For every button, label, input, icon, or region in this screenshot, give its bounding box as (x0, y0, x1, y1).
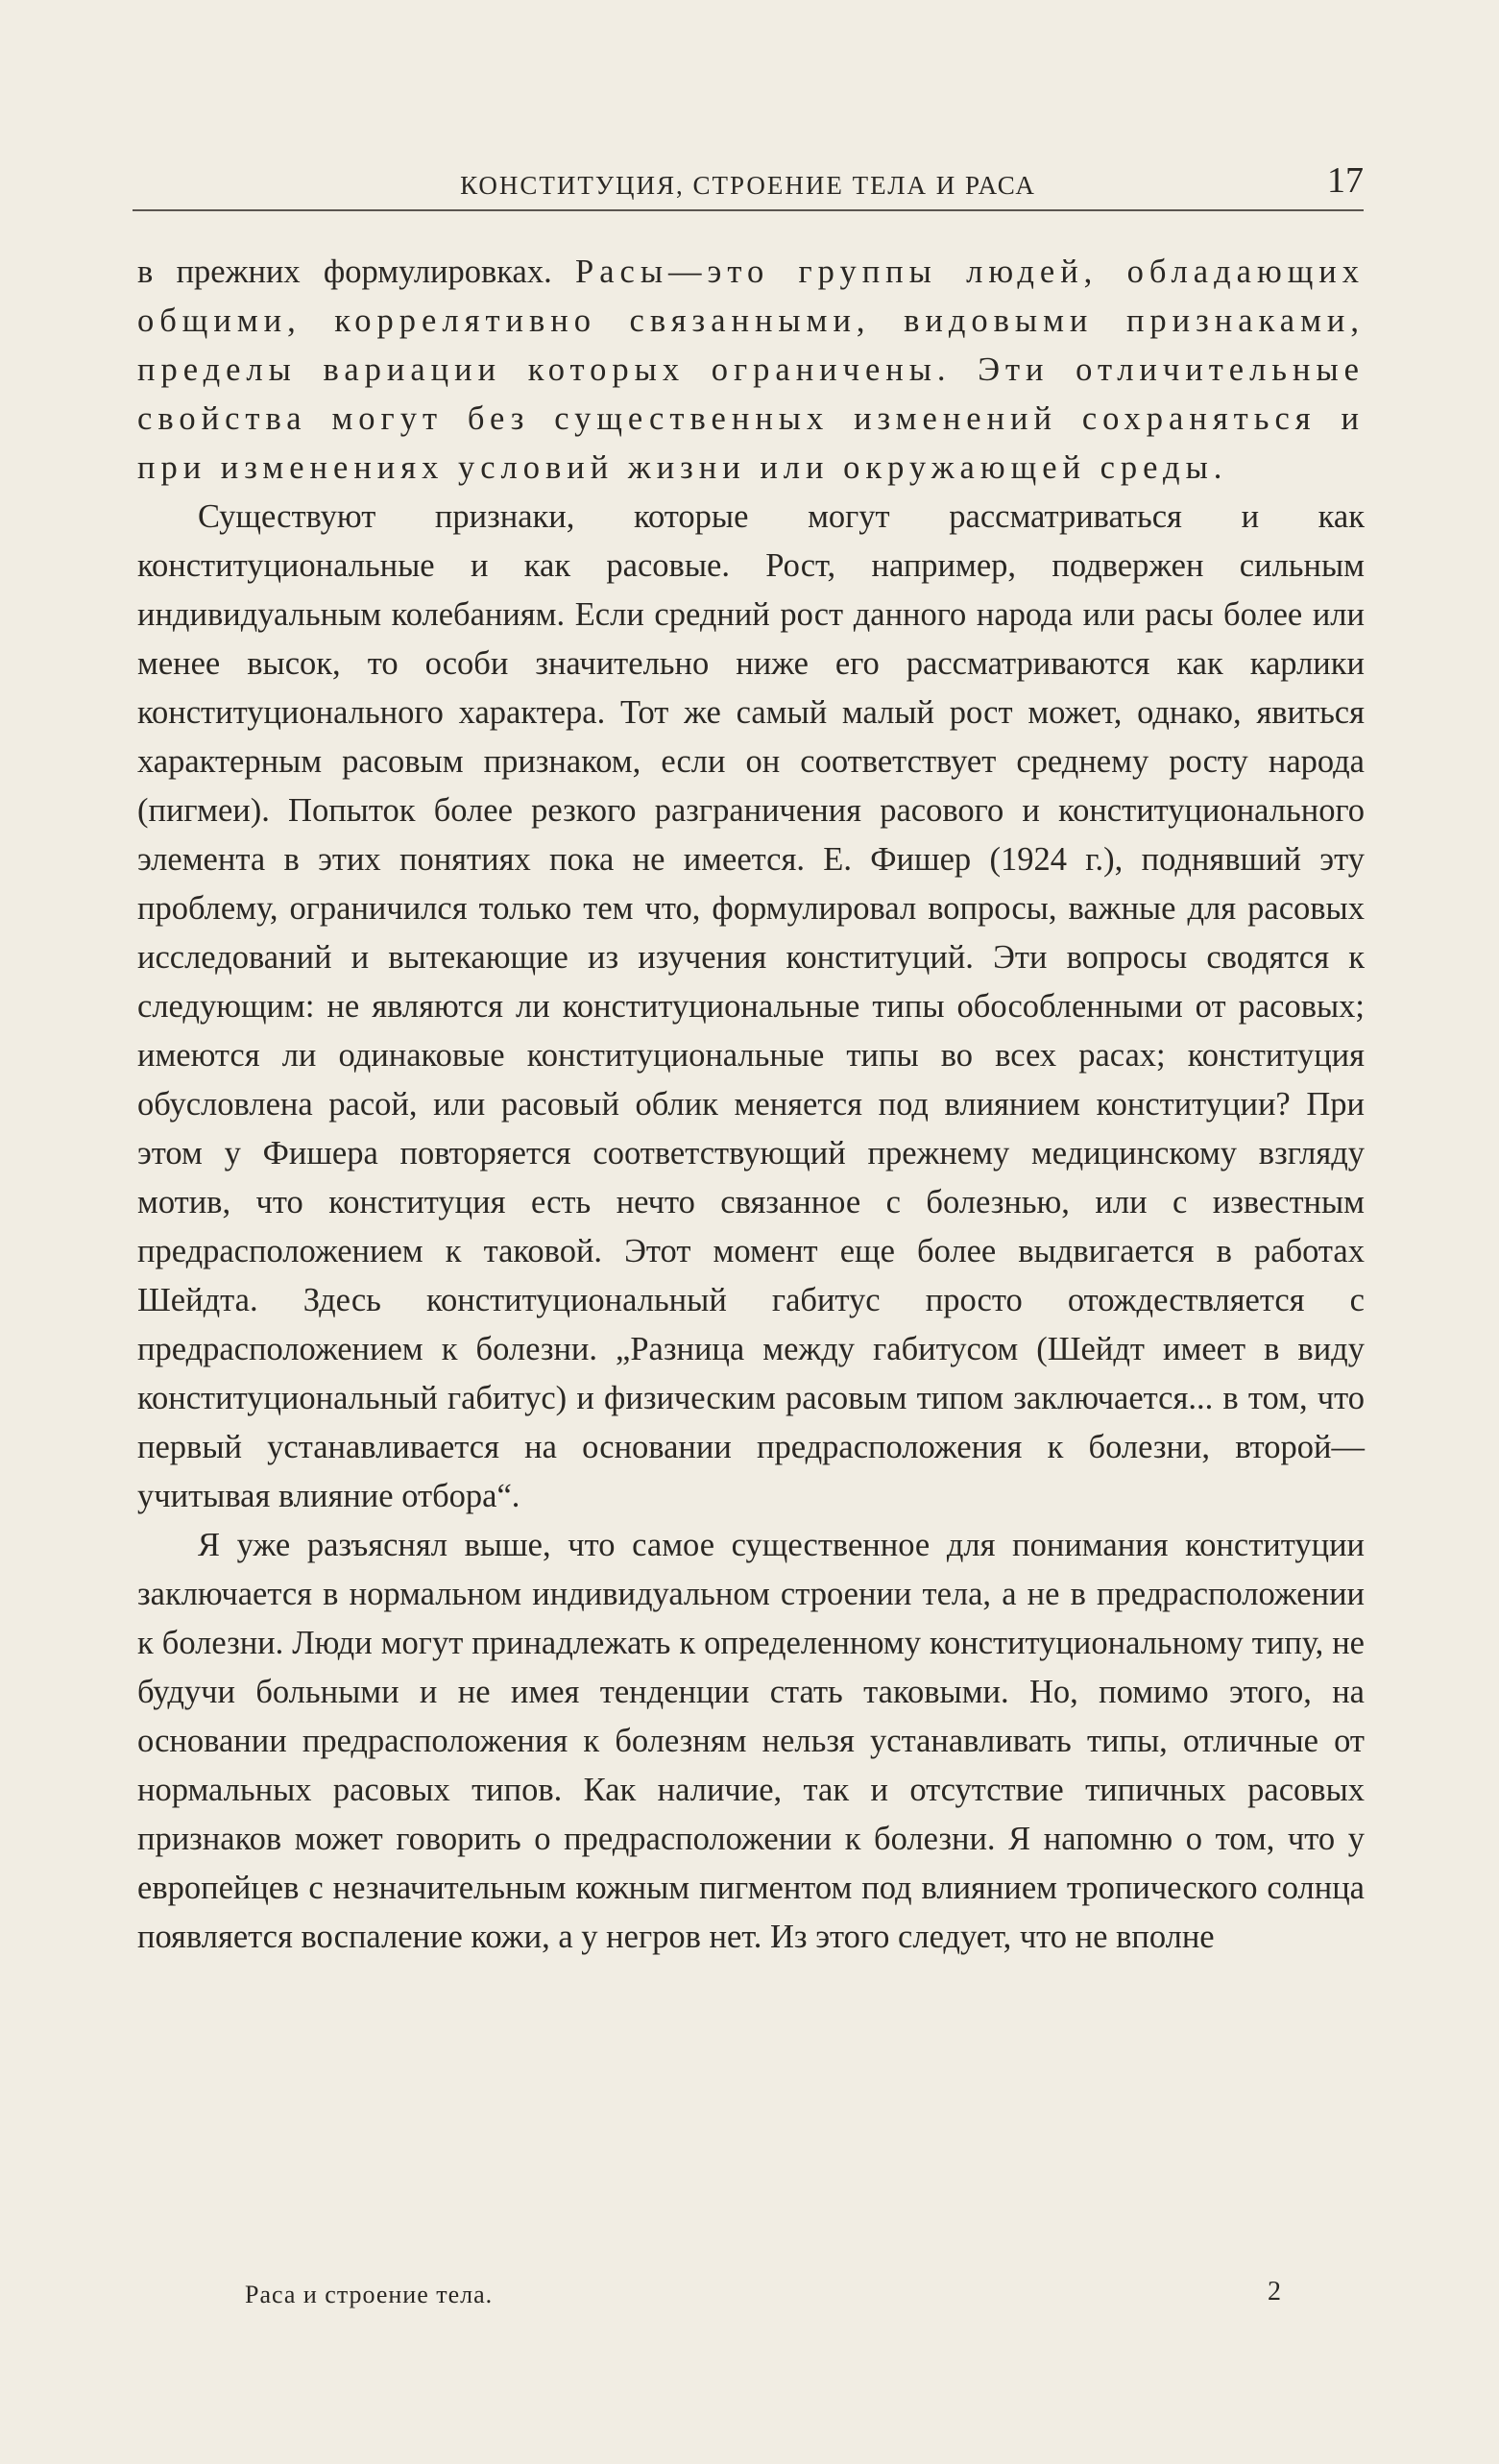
signature-mark: 2 (1268, 2277, 1282, 2307)
paragraph-1-lead: в прежних формулировках. (137, 254, 576, 290)
footer (245, 2277, 1282, 2319)
footer-book-title: Раса и строение тела. (245, 2281, 494, 2308)
running-head (133, 154, 1364, 211)
paragraph-1 (137, 248, 1365, 493)
body-text (137, 248, 1365, 1962)
paragraph-3: Я уже разъяснял выше, что самое существенное для понимания конституции заключается в нормальном индивидуальном строении тела, а не в предрасположении к болезни. Люди могут принадлежать к определенному конституциональному типу, не будучи больными и не имея тенденции стать таковыми. Но, помимо этого, на основании предрасположения к болезням нельзя устанавливать типы, отличные от нормальных расовых типов. Как наличие, так и отсутствие типичных расовых признаков может говорить о предрасположении к болезни. Я напомню о том, что у европейцев с незначительным кожным пигментом под влиянием тропического солнца появляется воспаление кожи, а у негров нет. Из этого следует, что не вполне (137, 1527, 1365, 1955)
running-title: КОНСТИТУЦИЯ, СТРОЕНИЕ ТЕЛА И РАСА (460, 171, 1036, 200)
header-rule (133, 209, 1364, 211)
paragraph-2: Существуют признаки, которые могут рассматриваться и как конституциональные и как расовые. Рост, например, подвержен сильным индивидуальным колебаниям. Если средний рост данного народа или расы более или менее высок, то особи значительно ниже его рассматриваются как карлики конституционального характера. Тот же самый малый рост может, однако, явиться характерным расовым признаком, если он соответствует среднему росту народа (пигмеи). Попыток более резкого разграничения расового и конституционального элемента в этих понятиях пока не имеется. Е. Фишер (1924 г.), поднявший эту проблему, ограничился только тем что, формулировал вопросы, важные для расовых исследований и вытекающие из изучения конституций. Эти вопросы сводятся к следующим: не являются ли конституциональные типы обособленными от расовых; имеются ли одинаковые конституциональные типы во всех расах; конституция обусловлена расой, или расовый облик меняется под влиянием конституции? При этом у Фишера повторяется соответствующий прежнему медицинскому взгляду мотив, что конституция есть нечто связанное с болезнью, или с известным предрасположением к таковой. Этот момент еще более выдвигается в работах Шейдта. Здесь конституциональный габитус просто отождествляется с предрасположением к болезни. „Разница между габитусом (Шейдт имеет в виду конституциональный габитус) и физическим расовым типом заключается... в том, что первый устанавливается на основании предрасположения к болезни, второй—учитывая влияние отбора“. (137, 498, 1365, 1514)
page-number: 17 (1327, 160, 1364, 201)
paragraph-1-spaced-definition: Расы—это группы людей, обладающих общими, коррелятивно связанными, видовыми признаками, пределы вариации которых ограничены. Эти отличительные свойства могут без существенных изменений сохраняться и при изменениях условий жизни или окружающей среды. (137, 254, 1365, 486)
